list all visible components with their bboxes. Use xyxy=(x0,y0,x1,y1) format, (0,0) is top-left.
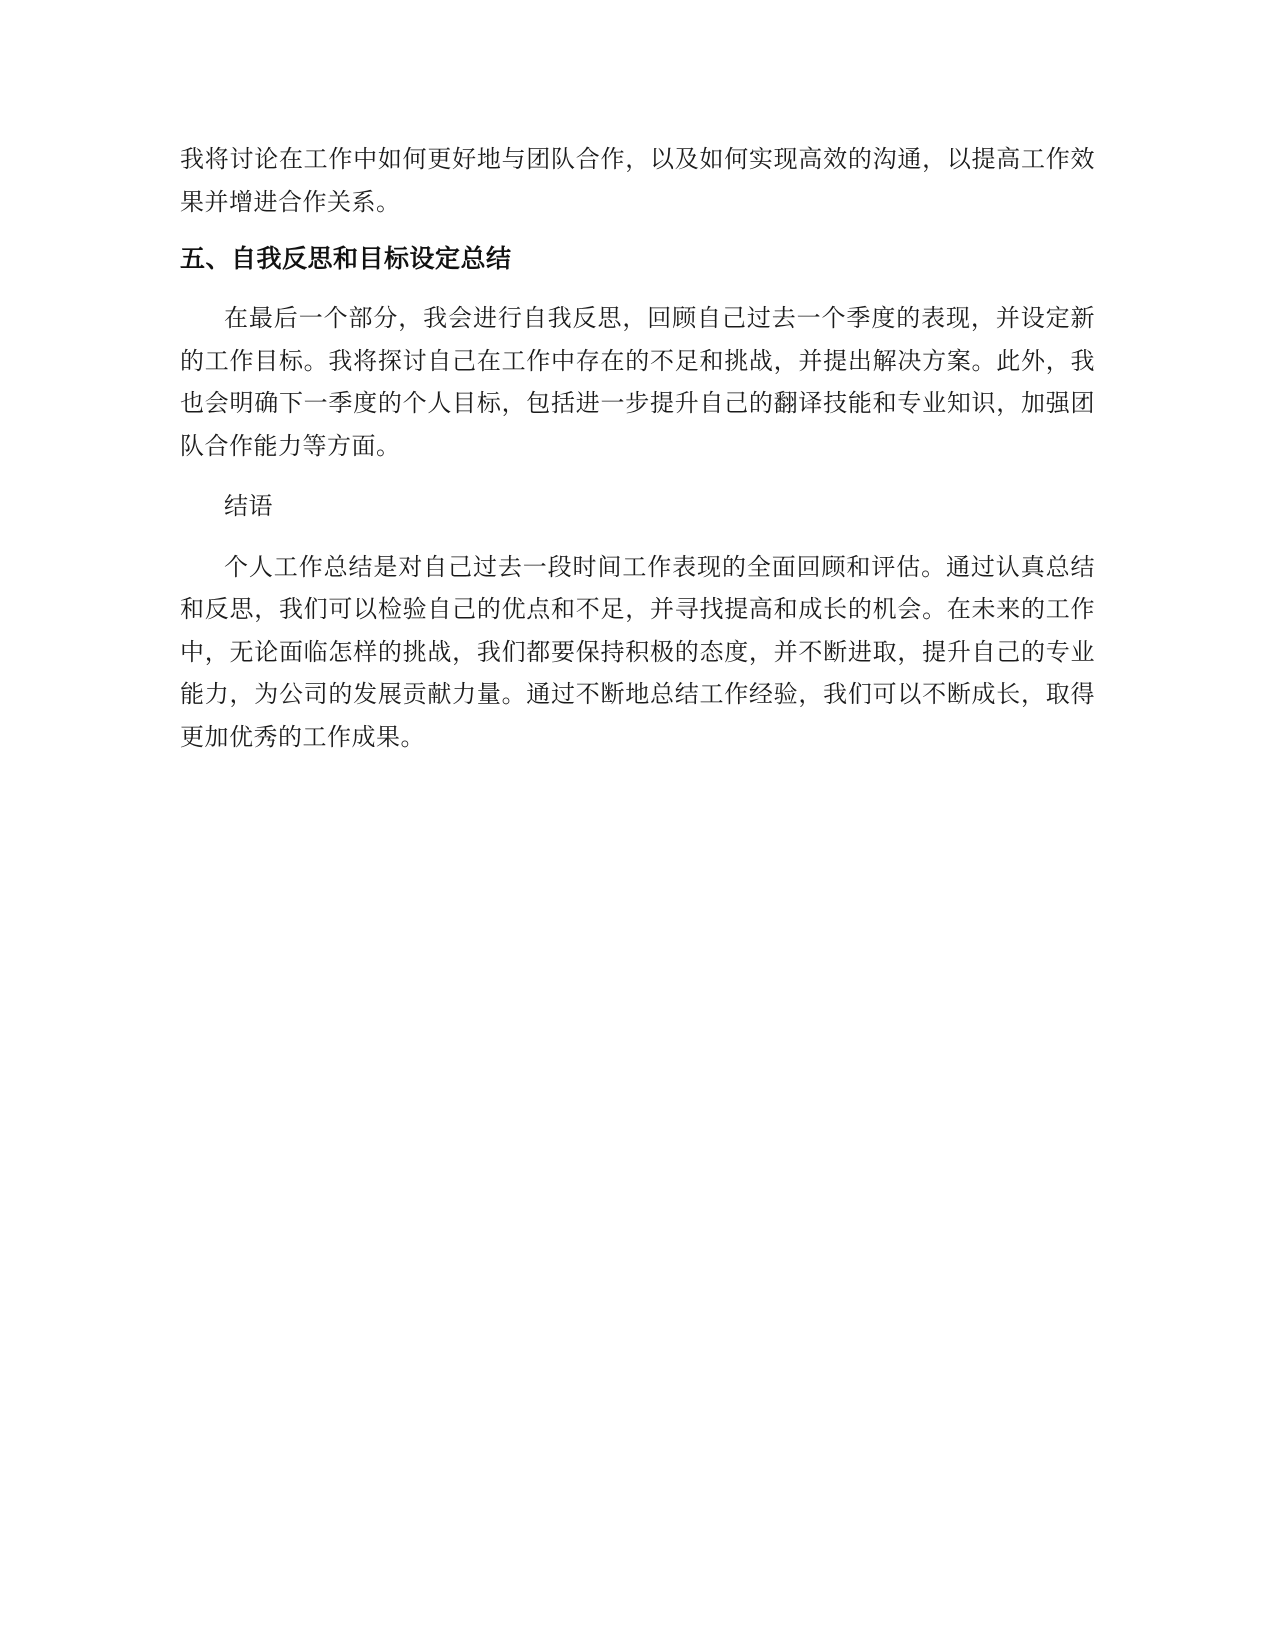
conclusion-paragraph: 个人工作总结是对自己过去一段时间工作表现的全面回顾和评估。通过认真总结和反思，我们可以检验自己的优点和不足，并寻找提高和成长的机会。在未来的工作中，无论面临怎样的挑战，我们都要保持积极的态度，并不断进取，提升自己的专业能力，为公司的发展贡献力量。通过不断地总结工作经验，我们可以不断成长，取得更加优秀的工作成果。 xyxy=(180,552,1095,751)
document-page xyxy=(180,138,1095,758)
continuation-paragraph: 我将讨论在工作中如何更好地与团队合作，以及如何实现高效的沟通，以提高工作效果并增进合作关系。 xyxy=(180,145,1095,216)
conclusion-heading: 结语 xyxy=(224,492,273,520)
section-five-heading: 五、自我反思和目标设定总结 xyxy=(180,244,512,273)
section-five-paragraph: 在最后一个部分，我会进行自我反思，回顾自己过去一个季度的表现，并设定新的工作目标。我将探讨自己在工作中存在的不足和挑战，并提出解决方案。此外，我也会明确下一季度的个人目标，包括进一步提升自己的翻译技能和专业知识，加强团队合作能力等方面。 xyxy=(180,304,1095,460)
